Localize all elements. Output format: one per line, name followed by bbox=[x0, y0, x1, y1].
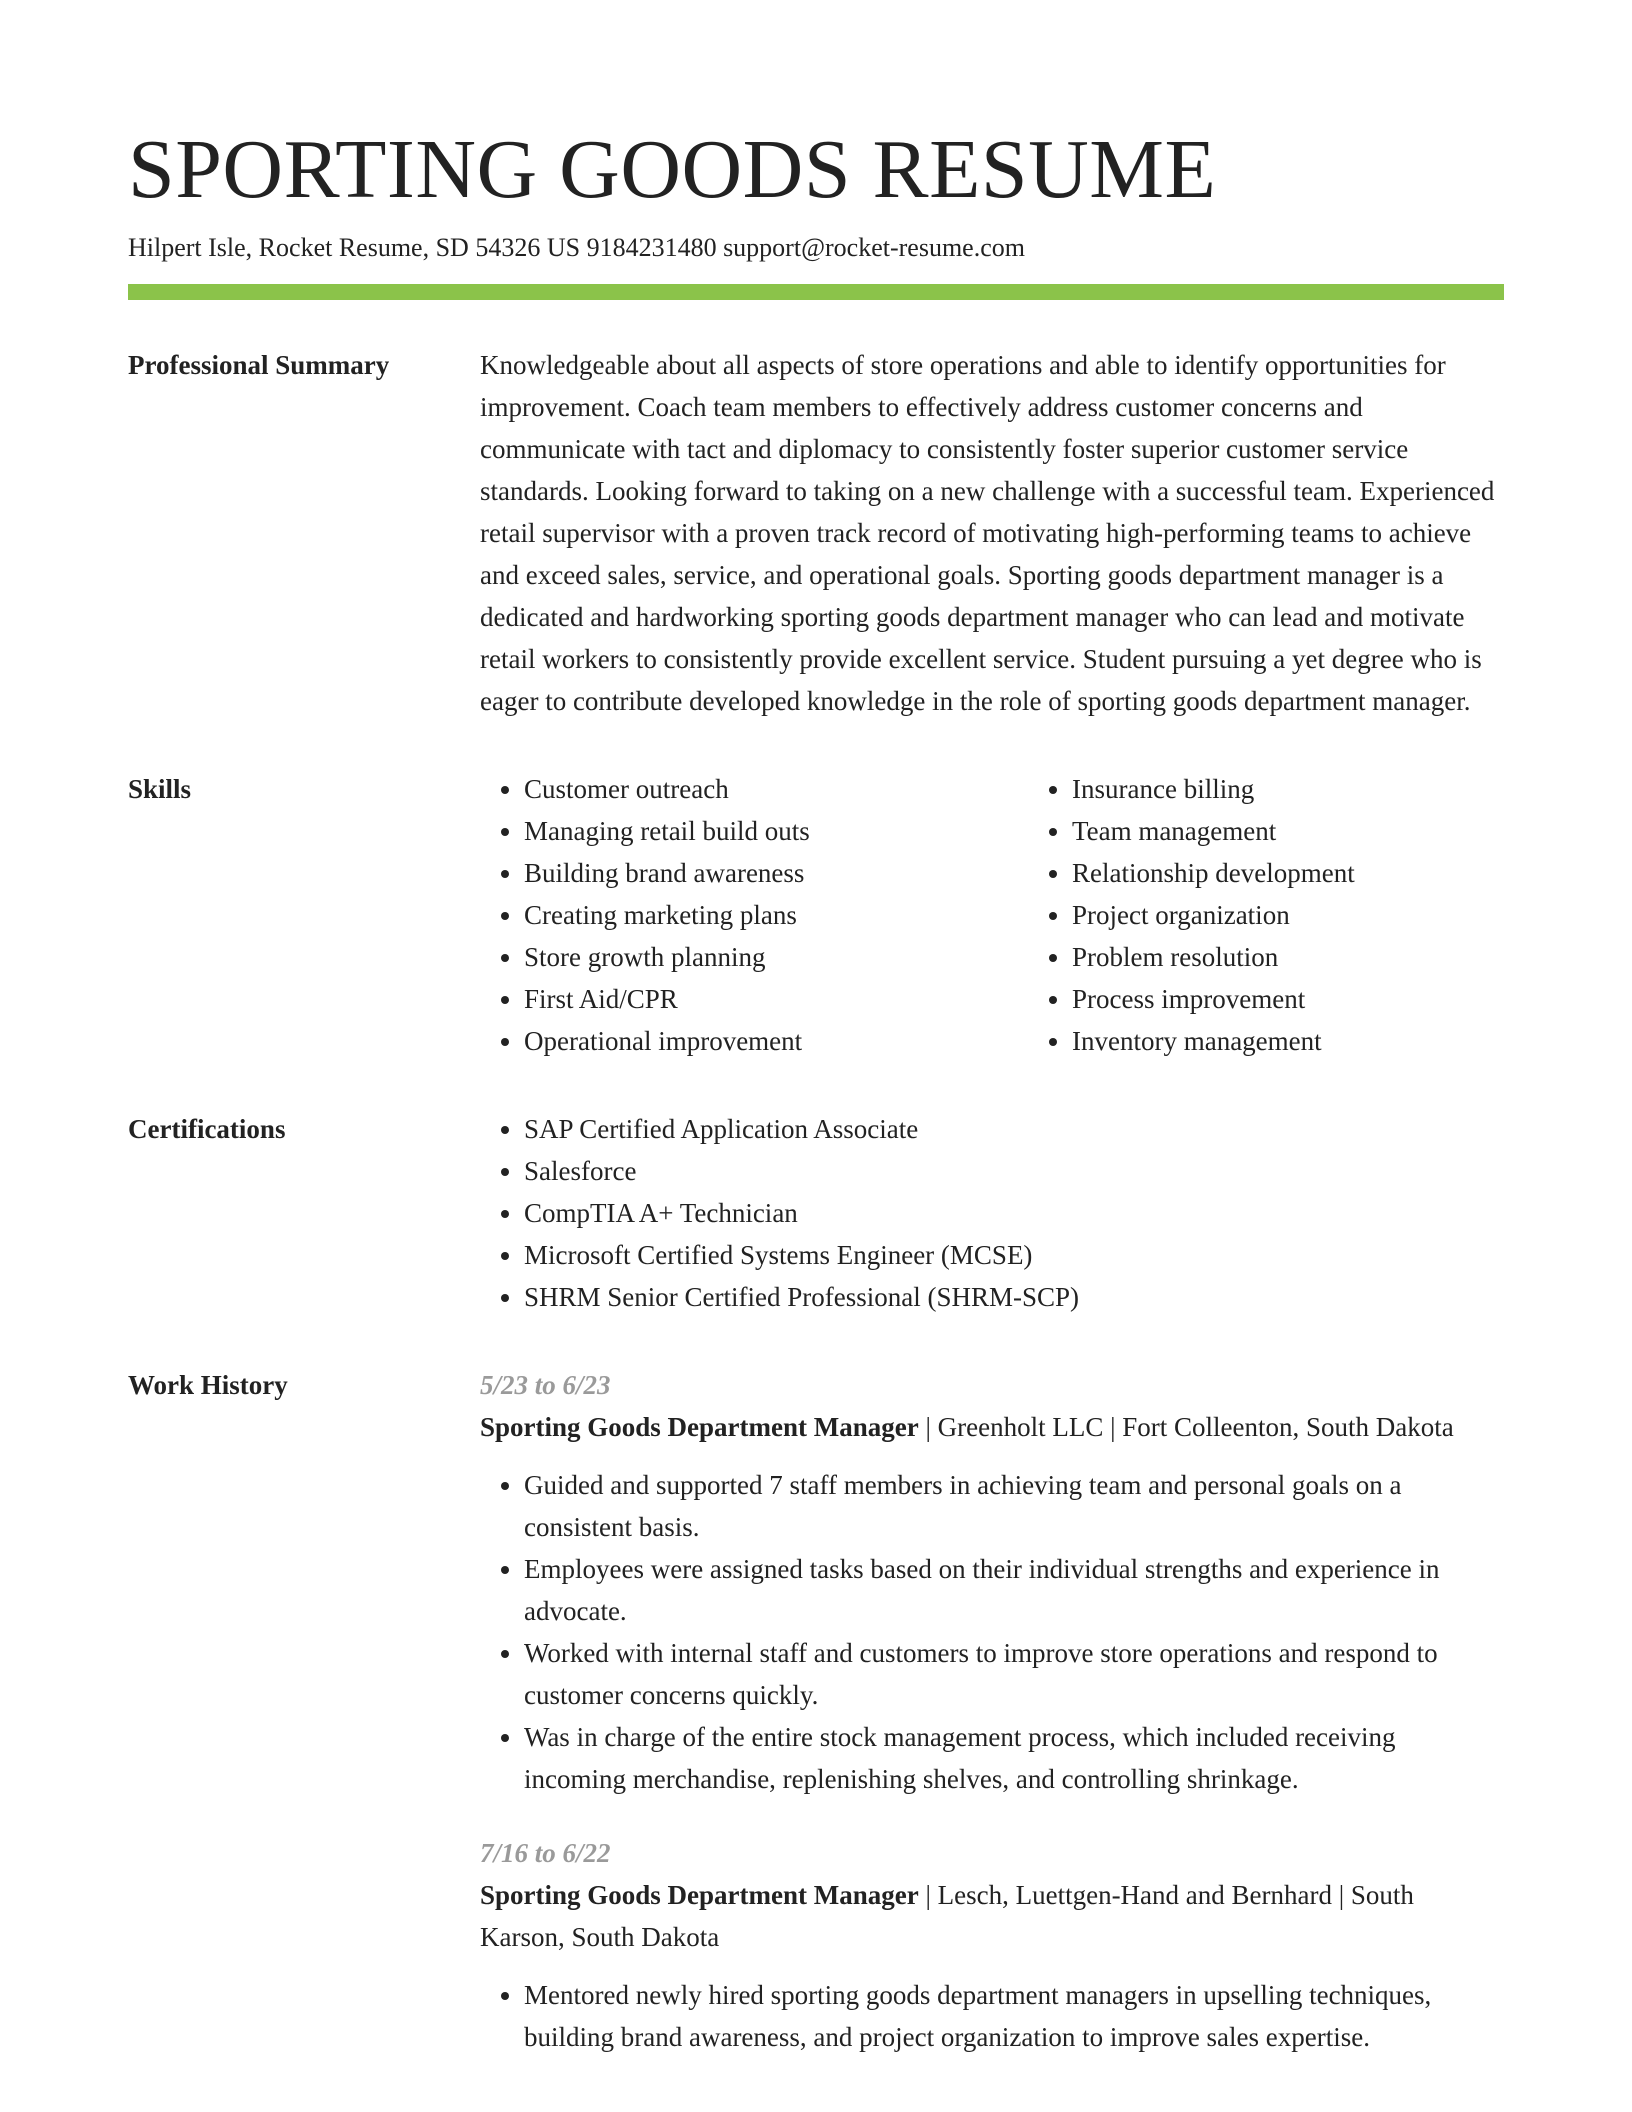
job-dates: 7/16 to 6/22 bbox=[480, 1838, 611, 1868]
skills-section bbox=[128, 768, 1504, 1062]
job-title: Sporting Goods Department Manager bbox=[480, 1412, 919, 1442]
summary-heading: Professional Summary bbox=[128, 350, 390, 380]
resume-page bbox=[128, 120, 1504, 2058]
summary-section bbox=[128, 344, 1504, 722]
skill-item: • Building brand awareness bbox=[524, 852, 1028, 894]
skill-item: • Managing retail build outs bbox=[524, 810, 1028, 852]
job-duty: • Employees were assigned tasks based on their individual strengths and experience in advocate. bbox=[524, 1548, 1504, 1632]
job-duty: • Mentored newly hired sporting goods department managers in upselling techniques, building brand awareness, and project organization to improve sales expertise. bbox=[524, 1974, 1504, 2058]
job-entry bbox=[480, 1364, 1504, 1800]
resume-title: SPORTING GOODS RESUME bbox=[128, 123, 1217, 216]
skill-item: • Inventory management bbox=[1072, 1020, 1576, 1062]
job-dates: 5/23 to 6/23 bbox=[480, 1370, 611, 1400]
job-duty: • Worked with internal staff and customers to improve store operations and respond to customer concerns quickly. bbox=[524, 1632, 1504, 1716]
certification-item: • Microsoft Certified Systems Engineer (MCSE) bbox=[524, 1234, 1504, 1276]
job-header bbox=[480, 1406, 1504, 1448]
job-employer: | Greenholt LLC | Fort Colleenton, South Dakota bbox=[918, 1412, 1454, 1442]
skill-item: • Problem resolution bbox=[1072, 936, 1576, 978]
skill-item: • Creating marketing plans bbox=[524, 894, 1028, 936]
skill-item: • Store growth planning bbox=[524, 936, 1028, 978]
job-duties bbox=[480, 1464, 1504, 1800]
header-divider bbox=[128, 284, 1504, 300]
skills-list-right bbox=[1028, 768, 1576, 1062]
certifications-list bbox=[480, 1108, 1504, 1318]
contact-line: Hilpert Isle, Rocket Resume, SD 54326 US 9184231480 support@rocket-resume.com bbox=[128, 233, 1025, 262]
work-history-heading: Work History bbox=[128, 1370, 288, 1400]
certification-item: • SHRM Senior Certified Professional (SHRM-SCP) bbox=[524, 1276, 1504, 1318]
skill-item: • Process improvement bbox=[1072, 978, 1576, 1020]
certification-item: • Salesforce bbox=[524, 1150, 1504, 1192]
certification-item: • CompTIA A+ Technician bbox=[524, 1192, 1504, 1234]
job-duty: • Guided and supported 7 staff members in achieving team and personal goals on a consistent basis. bbox=[524, 1464, 1504, 1548]
certifications-heading: Certifications bbox=[128, 1114, 286, 1144]
skill-item: • Insurance billing bbox=[1072, 768, 1576, 810]
skills-list-left bbox=[480, 768, 1028, 1062]
skill-item: • Customer outreach bbox=[524, 768, 1028, 810]
skill-item: • Operational improvement bbox=[524, 1020, 1028, 1062]
summary-text: Knowledgeable about all aspects of store operations and able to identify opportunities for improvement. Coach team members to effectively address customer concerns and communicate with tact and diplomacy to consistently foster superior customer service standards. Looking forward to taking on a new challenge with a successful team. Experienced retail supervisor with a proven track record of motivating high-performing teams to achieve and exceed sales, service, and operational goals. Sporting goods department manager is a dedicated and hardworking sporting goods department manager who can lead and motivate retail workers to consistently provide excellent service. Student pursuing a yet degree who is eager to contribute developed knowledge in the role of sporting goods department manager. bbox=[480, 350, 1495, 716]
skills-heading: Skills bbox=[128, 774, 192, 804]
job-duties bbox=[480, 1974, 1504, 2058]
job-header bbox=[480, 1874, 1504, 1958]
skill-item: • Project organization bbox=[1072, 894, 1576, 936]
job-duty: • Was in charge of the entire stock management process, which included receiving incoming merchandise, replenishing shelves, and controlling shrinkage. bbox=[524, 1716, 1504, 1800]
certification-item: • SAP Certified Application Associate bbox=[524, 1108, 1504, 1150]
job-entry bbox=[480, 1832, 1504, 2058]
work-history-section bbox=[128, 1364, 1504, 2058]
skill-item: • Team management bbox=[1072, 810, 1576, 852]
certifications-section bbox=[128, 1108, 1504, 1318]
job-employer: | Lesch, Luettgen-Hand and Bernhard | South Karson, South Dakota bbox=[480, 1880, 1414, 1952]
skill-item: • First Aid/CPR bbox=[524, 978, 1028, 1020]
skill-item: • Relationship development bbox=[1072, 852, 1576, 894]
job-title: Sporting Goods Department Manager bbox=[480, 1880, 919, 1910]
